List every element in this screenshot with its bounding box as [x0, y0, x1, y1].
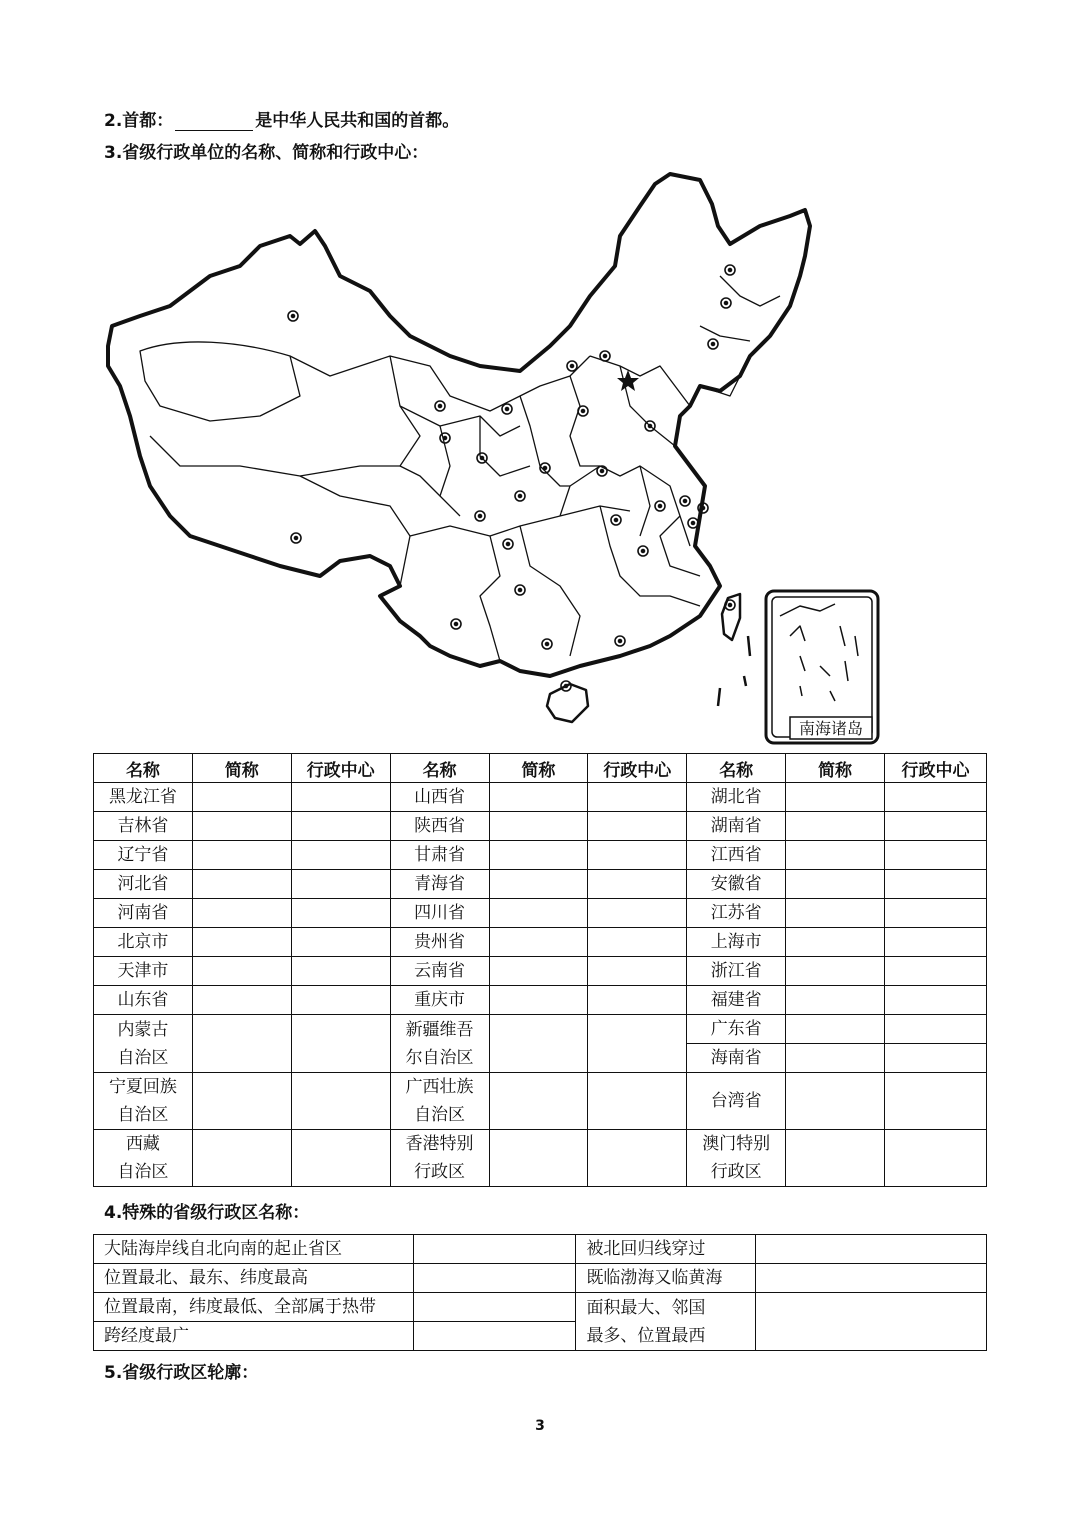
answer-cell[interactable] — [786, 928, 885, 957]
province-name-multiline — [687, 1130, 786, 1187]
answer-cell[interactable] — [885, 783, 987, 812]
answer-cell[interactable] — [588, 1130, 687, 1187]
section-5-heading: 5.省级行政区轮廓： — [104, 1363, 259, 1383]
answer-cell[interactable] — [192, 1015, 291, 1073]
province-name: 北京市 — [94, 928, 193, 957]
answer-cell[interactable] — [588, 899, 687, 928]
province-name-multiline — [390, 1130, 489, 1187]
province-name: 湖北省 — [687, 783, 786, 812]
answer-cell[interactable] — [291, 812, 390, 841]
answer-cell[interactable] — [291, 870, 390, 899]
answer-cell[interactable] — [291, 928, 390, 957]
province-name: 青海省 — [390, 870, 489, 899]
answer-cell[interactable] — [885, 870, 987, 899]
province-name-multiline — [94, 1015, 193, 1073]
china-map — [100, 166, 890, 748]
answer-cell[interactable] — [489, 870, 588, 899]
answer-cell[interactable] — [192, 870, 291, 899]
answer-cell[interactable] — [885, 899, 987, 928]
section-3-heading: 3.省级行政单位的名称、简称和行政中心： — [104, 143, 429, 163]
answer-cell[interactable] — [413, 1235, 576, 1264]
province-name: 云南省 — [390, 957, 489, 986]
answer-cell[interactable] — [786, 1130, 885, 1187]
answer-cell[interactable] — [588, 1073, 687, 1130]
special-province-table — [93, 1234, 987, 1351]
answer-cell[interactable] — [489, 1015, 588, 1073]
table-row — [94, 812, 987, 841]
province-name-line: 广西壮族 — [405, 1077, 474, 1097]
province-name-line: 自治区 — [117, 1105, 169, 1125]
province-name-line: 澳门特别 — [702, 1134, 771, 1154]
answer-cell[interactable] — [588, 870, 687, 899]
answer-cell[interactable] — [291, 1015, 390, 1073]
table-row — [94, 841, 987, 870]
province-name: 浙江省 — [687, 957, 786, 986]
answer-cell[interactable] — [885, 986, 987, 1015]
answer-cell[interactable] — [885, 1044, 987, 1073]
answer-cell[interactable] — [291, 957, 390, 986]
answer-cell[interactable] — [489, 812, 588, 841]
question-label: 位置最南，纬度最低、全部属于热带 — [94, 1293, 414, 1322]
table-header-row — [94, 754, 987, 783]
table-row — [94, 899, 987, 928]
answer-cell[interactable] — [588, 783, 687, 812]
question-label: 既临渤海又临黄海 — [576, 1264, 756, 1293]
china-outline — [108, 174, 810, 676]
answer-cell[interactable] — [786, 1044, 885, 1073]
answer-cell[interactable] — [192, 899, 291, 928]
question-label-line: 最多、位置最西 — [586, 1325, 706, 1346]
province-name: 江苏省 — [687, 899, 786, 928]
answer-cell[interactable] — [786, 1015, 885, 1044]
header-name-1: 名称 — [94, 754, 193, 783]
answer-cell[interactable] — [489, 899, 588, 928]
province-name-line: 尔自治区 — [405, 1047, 474, 1068]
province-name: 吉林省 — [94, 812, 193, 841]
section-4-heading: 4.特殊的省级行政区名称： — [104, 1203, 310, 1223]
table-row — [94, 928, 987, 957]
answer-cell[interactable] — [192, 928, 291, 957]
answer-cell[interactable] — [786, 870, 885, 899]
province-name: 甘肃省 — [390, 841, 489, 870]
table-row — [94, 870, 987, 899]
answer-cell[interactable] — [489, 783, 588, 812]
answer-cell[interactable] — [291, 1073, 390, 1130]
answer-cell[interactable] — [192, 783, 291, 812]
province-name-multiline — [390, 1073, 489, 1130]
answer-cell[interactable] — [192, 957, 291, 986]
table-row — [94, 1015, 987, 1044]
province-name: 河南省 — [94, 899, 193, 928]
answer-cell[interactable] — [588, 1015, 687, 1073]
answer-cell[interactable] — [885, 1130, 987, 1187]
answer-cell[interactable] — [786, 841, 885, 870]
answer-cell[interactable] — [291, 841, 390, 870]
province-name-multiline — [94, 1130, 193, 1187]
table-row — [94, 957, 987, 986]
answer-cell[interactable] — [192, 986, 291, 1015]
question-label-line: 面积最大、邻国 — [586, 1297, 706, 1318]
province-name-line: 新疆维吾 — [405, 1019, 474, 1040]
answer-cell[interactable] — [756, 1293, 987, 1351]
table-row — [94, 783, 987, 812]
answer-cell[interactable] — [489, 928, 588, 957]
answer-cell[interactable] — [756, 1264, 987, 1293]
answer-cell[interactable] — [885, 841, 987, 870]
capital-markers — [288, 265, 735, 691]
province-name: 山东省 — [94, 986, 193, 1015]
answer-cell[interactable] — [588, 986, 687, 1015]
answer-cell[interactable] — [588, 928, 687, 957]
answer-cell[interactable] — [786, 783, 885, 812]
province-table — [93, 753, 987, 1187]
header-abbr-3: 简称 — [786, 754, 885, 783]
answer-cell[interactable] — [413, 1293, 576, 1322]
answer-cell[interactable] — [786, 986, 885, 1015]
capital-blank[interactable] — [175, 113, 253, 131]
header-name-3: 名称 — [687, 754, 786, 783]
inset-label: 南海诸岛 — [798, 719, 864, 738]
answer-cell[interactable] — [885, 957, 987, 986]
answer-cell[interactable] — [413, 1322, 576, 1351]
province-name: 陕西省 — [390, 812, 489, 841]
province-name-line: 自治区 — [117, 1047, 169, 1068]
page-number: 3 — [535, 1418, 545, 1434]
answer-cell[interactable] — [786, 1073, 885, 1130]
province-name: 天津市 — [94, 957, 193, 986]
answer-cell[interactable] — [489, 1130, 588, 1187]
province-name-multiline — [390, 1015, 489, 1073]
table-row — [94, 1293, 987, 1322]
section-2-prefix: 2.首都： — [104, 111, 174, 131]
answer-cell[interactable] — [489, 957, 588, 986]
answer-cell[interactable] — [291, 986, 390, 1015]
answer-cell[interactable] — [192, 1130, 291, 1187]
province-name: 山西省 — [390, 783, 489, 812]
province-name-line: 内蒙古 — [117, 1019, 169, 1040]
question-label: 跨经度最广 — [94, 1322, 414, 1351]
question-label: 被北回归线穿过 — [576, 1235, 756, 1264]
province-name: 上海市 — [687, 928, 786, 957]
question-label: 位置最北、最东、纬度最高 — [94, 1264, 414, 1293]
answer-cell[interactable] — [291, 783, 390, 812]
answer-cell[interactable] — [291, 1130, 390, 1187]
answer-cell[interactable] — [489, 986, 588, 1015]
answer-cell[interactable] — [588, 957, 687, 986]
province-name: 福建省 — [687, 986, 786, 1015]
province-name: 江西省 — [687, 841, 786, 870]
answer-cell[interactable] — [489, 1073, 588, 1130]
answer-cell[interactable] — [413, 1264, 576, 1293]
province-name-line: 行政区 — [710, 1162, 762, 1182]
province-name-line: 自治区 — [414, 1105, 466, 1125]
answer-cell[interactable] — [291, 899, 390, 928]
province-name: 海南省 — [687, 1044, 786, 1073]
answer-cell[interactable] — [885, 1073, 987, 1130]
answer-cell[interactable] — [885, 928, 987, 957]
answer-cell[interactable] — [588, 841, 687, 870]
answer-cell[interactable] — [885, 812, 987, 841]
section-2-capital — [104, 106, 459, 131]
question-label: 大陆海岸线自北向南的起止省区 — [94, 1235, 414, 1264]
province-name-line: 西藏 — [125, 1134, 160, 1154]
answer-cell[interactable] — [786, 812, 885, 841]
section-2-suffix: 是中华人民共和国的首都。 — [255, 111, 460, 131]
header-abbr-1: 简称 — [192, 754, 291, 783]
question-label-multiline — [576, 1293, 756, 1351]
header-center-1: 行政中心 — [291, 754, 390, 783]
province-name-line: 自治区 — [117, 1162, 169, 1182]
header-center-3: 行政中心 — [885, 754, 987, 783]
province-name-line: 宁夏回族 — [108, 1077, 177, 1097]
province-name: 贵州省 — [390, 928, 489, 957]
province-name: 湖南省 — [687, 812, 786, 841]
province-name: 黑龙江省 — [94, 783, 193, 812]
answer-cell[interactable] — [192, 1073, 291, 1130]
header-center-2: 行政中心 — [588, 754, 687, 783]
answer-cell[interactable] — [885, 1015, 987, 1044]
province-name-line: 行政区 — [414, 1162, 466, 1182]
answer-cell[interactable] — [192, 841, 291, 870]
answer-cell[interactable] — [756, 1235, 987, 1264]
header-name-2: 名称 — [390, 754, 489, 783]
answer-cell[interactable] — [588, 812, 687, 841]
province-name: 广东省 — [687, 1015, 786, 1044]
answer-cell[interactable] — [192, 812, 291, 841]
header-abbr-2: 简称 — [489, 754, 588, 783]
hainan-island — [547, 684, 588, 722]
table-row — [94, 986, 987, 1015]
answer-cell[interactable] — [489, 841, 588, 870]
province-name: 台湾省 — [687, 1073, 786, 1130]
table-row — [94, 1264, 987, 1293]
province-name: 河北省 — [94, 870, 193, 899]
province-name: 安徽省 — [687, 870, 786, 899]
province-name: 四川省 — [390, 899, 489, 928]
province-name: 辽宁省 — [94, 841, 193, 870]
table-row — [94, 1235, 987, 1264]
province-name-line: 香港特别 — [405, 1134, 474, 1154]
answer-cell[interactable] — [786, 957, 885, 986]
answer-cell[interactable] — [786, 899, 885, 928]
province-name: 重庆市 — [390, 986, 489, 1015]
province-name-multiline — [94, 1073, 193, 1130]
